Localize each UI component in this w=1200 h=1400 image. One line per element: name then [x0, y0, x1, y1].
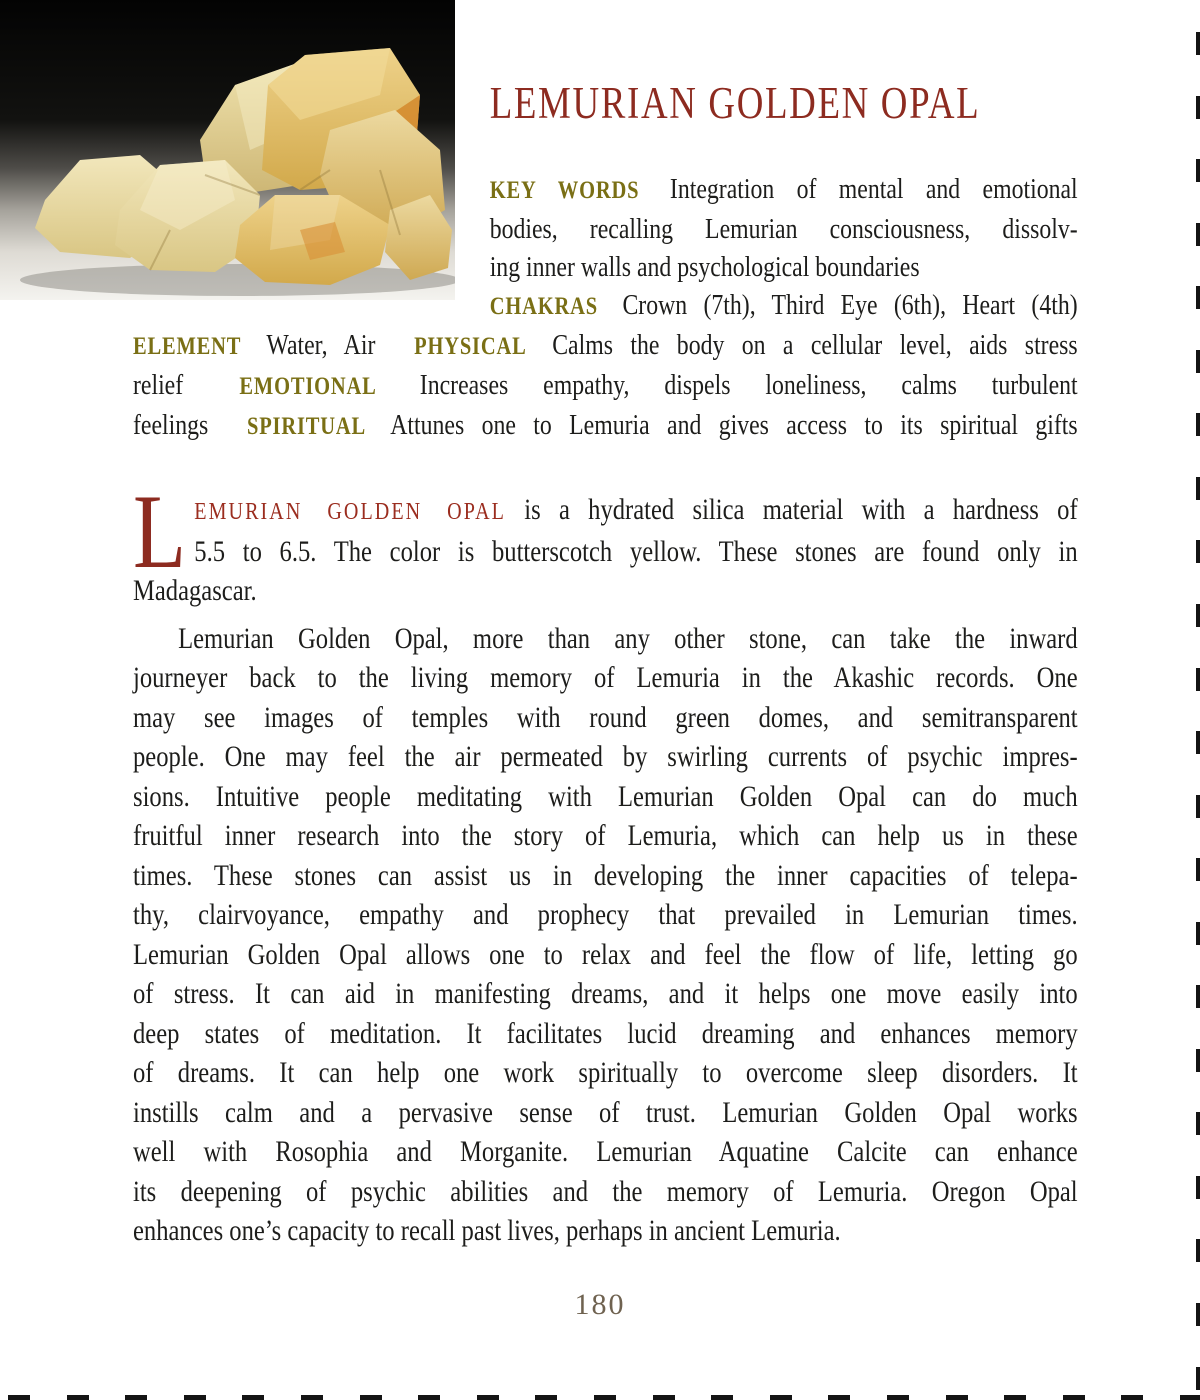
trim-mark-right: [1196, 540, 1200, 563]
body-text: [133, 473, 1078, 1251]
drop-cap: L: [133, 473, 187, 590]
trim-mark-right: [1196, 1303, 1200, 1326]
trim-mark-right: [1196, 795, 1200, 818]
body-line: times. These stones can assist us in developing the inner capacities of telepa-: [133, 858, 1078, 892]
attribute-text: bodies, recalling Lemurian consciousness, dissolv-: [489, 213, 1078, 245]
body-line: may see images of temples with round green domes, and semitransparent: [133, 700, 1078, 734]
trim-mark-right: [1196, 1239, 1200, 1262]
trim-mark-right: [1196, 731, 1200, 754]
trim-mark-right: [1196, 159, 1200, 182]
trim-mark-bottom: [477, 1395, 499, 1400]
trim-mark-right: [1196, 32, 1200, 55]
text-column: [133, 0, 1078, 1251]
body-line: well with Rosophia and Morganite. Lemurian Aquatine Calcite can enhance: [133, 1135, 1078, 1168]
trim-mark-bottom: [887, 1395, 909, 1400]
attribute-text: ing inner walls and psychological boundaries: [489, 251, 920, 283]
photo-wrap-spacer: [133, 0, 490, 300]
attribute-text: Water, Air: [266, 329, 376, 361]
trim-mark-right: [1196, 1049, 1200, 1072]
body-line: of stress. It can aid in manifesting dreams, and it helps one move easily into: [133, 977, 1078, 1010]
trim-mark-bottom: [1063, 1395, 1085, 1400]
body-line: of dreams. It can help one work spiritually to overcome sleep disorders. It: [133, 1056, 1078, 1089]
trim-mark-bottom: [1121, 1395, 1143, 1400]
trim-mark-bottom: [1180, 1395, 1200, 1400]
trim-mark-bottom: [301, 1395, 323, 1400]
body-line: Lemurian Golden Opal, more than any other stone, can take the inward: [178, 621, 1078, 655]
trim-mark-bottom: [828, 1395, 850, 1400]
body-line: thy, clairvoyance, empathy and prophecy that prevailed in Lemurian times.: [133, 898, 1078, 931]
body-line: 5.5 to 6.5. The color is butterscotch yellow. These stones are found only in: [194, 534, 1078, 568]
trim-mark-right: [1196, 223, 1200, 246]
attribute-text: Increases empathy, dispels loneliness, calms turbulent: [419, 369, 1078, 401]
trim-mark-right: [1196, 985, 1200, 1008]
body-line: fruitful inner research into the story of Lemuria, which can help us in these: [133, 819, 1078, 852]
attribute-line: [133, 406, 1078, 446]
trim-mark-bottom: [1004, 1395, 1026, 1400]
body-line: deep states of meditation. It facilitates lucid dreaming and enhances memory: [133, 1016, 1078, 1050]
trim-mark-right: [1196, 413, 1200, 436]
trim-mark-right: [1196, 286, 1200, 309]
attribute-label: EMOTIONAL: [239, 373, 377, 400]
trim-mark-right: [1196, 477, 1200, 500]
attribute-line: [133, 326, 1078, 366]
body-line: enhances one’s capacity to recall past lives, perhaps in ancient Lemuria.: [133, 1214, 841, 1247]
run-in-heading: EMURIAN GOLDEN OPAL: [194, 498, 506, 525]
attribute-text: feelings: [133, 409, 209, 441]
trim-mark-bottom: [594, 1395, 616, 1400]
trim-mark-right: [1196, 922, 1200, 945]
attribute-text: Integration of mental and emotional: [669, 173, 1078, 205]
trim-mark-bottom: [711, 1395, 733, 1400]
trim-mark-bottom: [67, 1395, 89, 1400]
page-number: 180: [574, 1288, 626, 1321]
trim-mark-bottom: [946, 1395, 968, 1400]
page-title: LEMURIAN GOLDEN OPAL: [489, 78, 981, 128]
trim-mark-bottom: [242, 1395, 264, 1400]
trim-mark-right: [1196, 604, 1200, 627]
body-line: Madagascar.: [133, 574, 257, 607]
attribute-label: PHYSICAL: [414, 333, 527, 360]
attribute-label: CHAKRAS: [489, 293, 598, 320]
trim-mark-bottom: [653, 1395, 675, 1400]
body-line: Lemurian Golden Opal allows one to relax and feel the flow of life, letting go: [133, 937, 1078, 971]
body-line: sions. Intuitive people meditating with Lemurian Golden Opal can do much: [133, 779, 1078, 813]
body-line: its deepening of psychic abilities and the memory of Lemuria. Oregon Opal: [133, 1174, 1078, 1208]
attribute-label: ELEMENT: [133, 333, 242, 360]
paragraph: [133, 619, 1078, 1251]
trim-mark-bottom: [125, 1395, 147, 1400]
trim-mark-right: [1196, 350, 1200, 373]
attribute-label: KEY WORDS: [489, 177, 640, 204]
attribute-text: Attunes one to Lemuria and gives access to its spiritual gifts: [390, 409, 1078, 441]
attribute-text: relief: [133, 369, 184, 401]
trim-mark-bottom: [8, 1395, 30, 1400]
attribute-text: Calms the body on a cellular level, aids stress: [552, 329, 1078, 361]
attribute-text: Crown (7th), Third Eye (6th), Heart (4th): [622, 289, 1078, 321]
trim-mark-bottom: [184, 1395, 206, 1400]
trim-mark-bottom: [360, 1395, 382, 1400]
attribute-line: [133, 366, 1078, 406]
trim-mark-right: [1196, 668, 1200, 691]
trim-mark-bottom: [418, 1395, 440, 1400]
trim-mark-bottom: [535, 1395, 557, 1400]
body-line: people. One may feel the air permeated by swirling currents of psychic impres-: [133, 740, 1078, 773]
trim-mark-right: [1196, 1176, 1200, 1199]
body-line: journeyer back to the living memory of Lemuria in the Akashic records. One: [133, 661, 1078, 694]
body-line: EMURIAN GOLDEN OPAL is a hydrated silica material with a hardness of: [194, 493, 1078, 526]
trim-mark-right: [1196, 858, 1200, 881]
trim-mark-bottom: [770, 1395, 792, 1400]
trim-mark-right: [1196, 1112, 1200, 1135]
body-line: instills calm and a pervasive sense of trust. Lemurian Golden Opal works: [133, 1095, 1078, 1129]
trim-mark-right: [1196, 96, 1200, 119]
attribute-label: SPIRITUAL: [246, 413, 366, 440]
trim-mark-right: [1196, 1367, 1200, 1390]
